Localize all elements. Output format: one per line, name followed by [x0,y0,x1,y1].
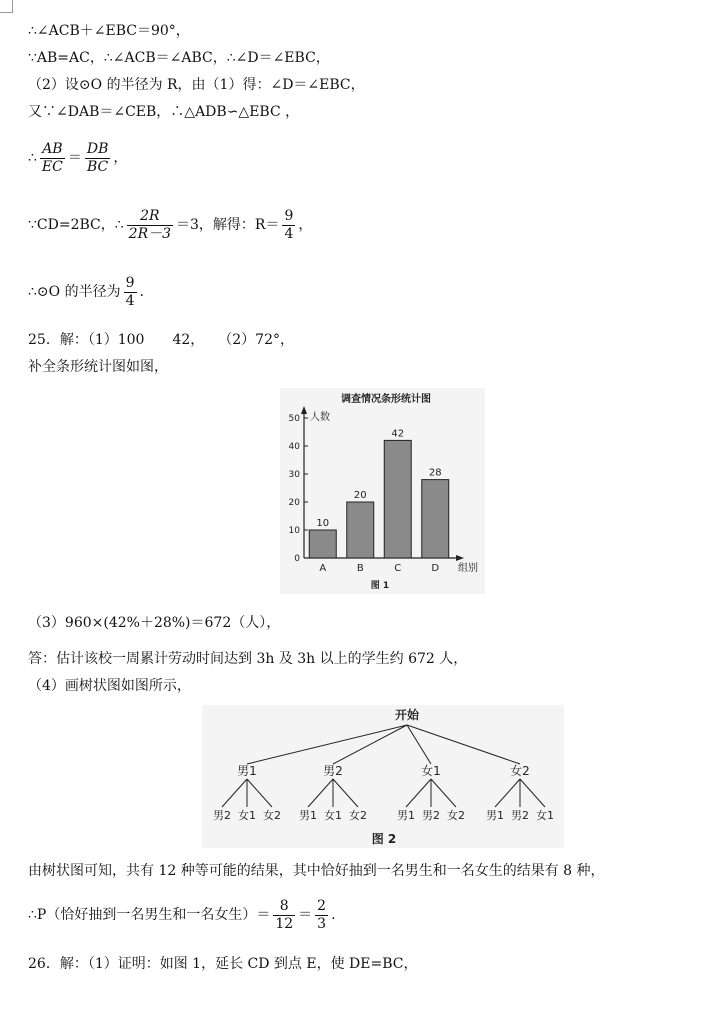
fraction-nine-fourths [124,275,137,310]
y-tick-label: 50 [288,414,300,424]
tree-leaf-node: 女2 [447,809,465,822]
fraction-eight-twelfths [273,898,295,933]
fraction-denominator: 12 [275,915,294,932]
fraction-2r [127,208,173,243]
line-8-answer-25: 25．解：（1）100 42， （2）72°， [28,332,294,348]
line-prefix: ∴P（恰好抽到一名男生和一名女生）＝ [28,907,271,923]
tree-edge [247,779,272,807]
tree-edge [407,725,520,764]
bar-chart-figure [280,388,485,594]
line-suffix: . [139,284,144,300]
equation-middle: ＝3，解得：R＝ [176,217,280,233]
tree-leaf-node: 男2 [422,809,440,822]
chart-title: 调查情况条形统计图 [341,394,431,405]
tree-branch-node: 男1 [237,764,257,778]
tree-edge [407,725,431,764]
tree-caption: 图 2 [371,832,397,846]
tree-leaf-node: 男1 [299,809,317,822]
tree-lines [222,725,545,807]
chart-x-label: 组别 [458,563,478,574]
y-tick-label: 20 [288,498,300,508]
tree-diagram-figure [202,705,564,848]
tree-edge [222,779,247,807]
fraction-denominator: 3 [317,915,327,932]
bar-value-label: 10 [316,518,330,529]
line-9: 补全条形统计图如图， [28,359,168,375]
line-10: （3）960×(42%＋28%)＝672（人）， [28,615,281,631]
x-tick-label: A [319,563,327,574]
line-6-equation [28,207,312,243]
page-corner-mark [0,0,13,13]
tree-leaf-node: 男2 [511,809,529,822]
fraction-numerator: 9 [284,207,294,224]
tree-leaf-node: 男1 [397,809,415,822]
tree-diagram [202,705,564,848]
bar [309,530,336,558]
chart-caption: 图 1 [370,581,390,591]
y-tick-label: 30 [288,470,300,480]
fraction-numerator: 2 [317,897,327,914]
tree-edge [333,725,407,764]
fraction-nine-fourths [282,208,295,243]
tree-leaf-node: 女1 [324,809,342,822]
tree-edge [333,779,358,807]
tree-leaf-node: 女2 [349,809,367,822]
line-prefix: ∵CD=2BC，∴ [28,217,124,233]
tree-edge [308,779,333,807]
fraction-denominator: 2R－3 [128,225,172,242]
line-14-probability [28,897,336,933]
line-15-answer-26: 26．解：（1）证明：如图 1，延长 CD 到点 E，使 DE=BC， [28,956,418,972]
bar [422,480,449,558]
tree-edge [406,779,431,807]
fraction-numerator: 2R [127,208,173,226]
fraction-ab-ec [40,141,65,176]
line-4: 又∵∠DAB＝∠CEB，∴△ADB∽△EBC ， [28,104,300,120]
fraction-numerator: AB [40,141,65,159]
fraction-numerator: 9 [125,274,135,291]
line-5-ratio [28,140,127,176]
tree-branch-node: 男2 [323,764,343,778]
tree-leaf-node: 女1 [238,809,256,822]
tree-edge [520,779,545,807]
fraction-db-bc [85,141,111,176]
x-tick-label: C [394,563,402,574]
fraction-denominator: 4 [284,225,294,242]
y-tick-label: 40 [288,442,300,452]
fraction-numerator: 8 [273,898,295,916]
x-tick-label: B [356,563,364,574]
tree-edge [431,779,456,807]
fraction-two-thirds [315,898,328,933]
tree-nodes [213,707,554,822]
tree-branch-node: 女1 [421,764,441,778]
line-12: （4）画树状图如图所示， [28,678,191,694]
therefore-symbol: ∴ [28,150,37,166]
y-tick-label: 10 [288,526,300,536]
tree-leaf-node: 男2 [213,809,231,822]
chart-bars [309,428,449,574]
tree-leaf-node: 女2 [263,809,281,822]
line-prefix: ∴⊙O 的半径为 [28,284,121,300]
line-2: ∵AB=AC，∴∠ACB＝∠ABC，∴∠D＝∠EBC， [28,50,330,66]
line-suffix: ， [298,217,313,233]
fraction-denominator: 4 [125,292,135,309]
line-suffix: ， [113,150,128,166]
bar-value-label: 20 [353,490,367,501]
bar-value-label: 28 [428,467,442,479]
bar [384,440,411,558]
line-13: 由树状图可知，共有 12 种等可能的结果，其中恰好抽到一名男生和一名女生的结果有 8 种， [28,863,605,879]
fraction-numerator: DB [86,140,109,157]
y-axis-arrow [301,406,307,414]
line-suffix: . [331,907,336,923]
x-axis-arrow [456,555,464,561]
tree-edge [495,779,520,807]
y-tick-label: 0 [294,554,300,564]
tree-leaf-node: 男1 [486,809,504,822]
line-11: 答：估计该校一周累计劳动时间达到 3h 及 3h 以上的学生约 672 人， [28,651,468,667]
chart-y-label: 人数 [310,412,330,423]
bar-chart [280,388,485,594]
bar-value-label: 42 [391,428,405,440]
line-3: （2）设⊙O 的半径为 R，由（1）得：∠D＝∠EBC， [28,77,365,93]
bar [347,502,374,558]
line-7-radius [28,274,144,310]
equals-sign: ＝ [67,150,82,166]
line-1: ∴∠ACB＋∠EBC＝90°， [28,23,190,39]
x-tick-label: D [431,563,440,574]
tree-edge [247,725,407,764]
tree-branch-node: 女2 [510,764,530,778]
fraction-denominator: BC [86,158,109,175]
tree-leaf-node: 女1 [536,809,554,822]
tree-root-node: 开始 [394,708,420,722]
fraction-denominator: EC [41,158,63,175]
equals-sign: ＝ [298,907,313,923]
